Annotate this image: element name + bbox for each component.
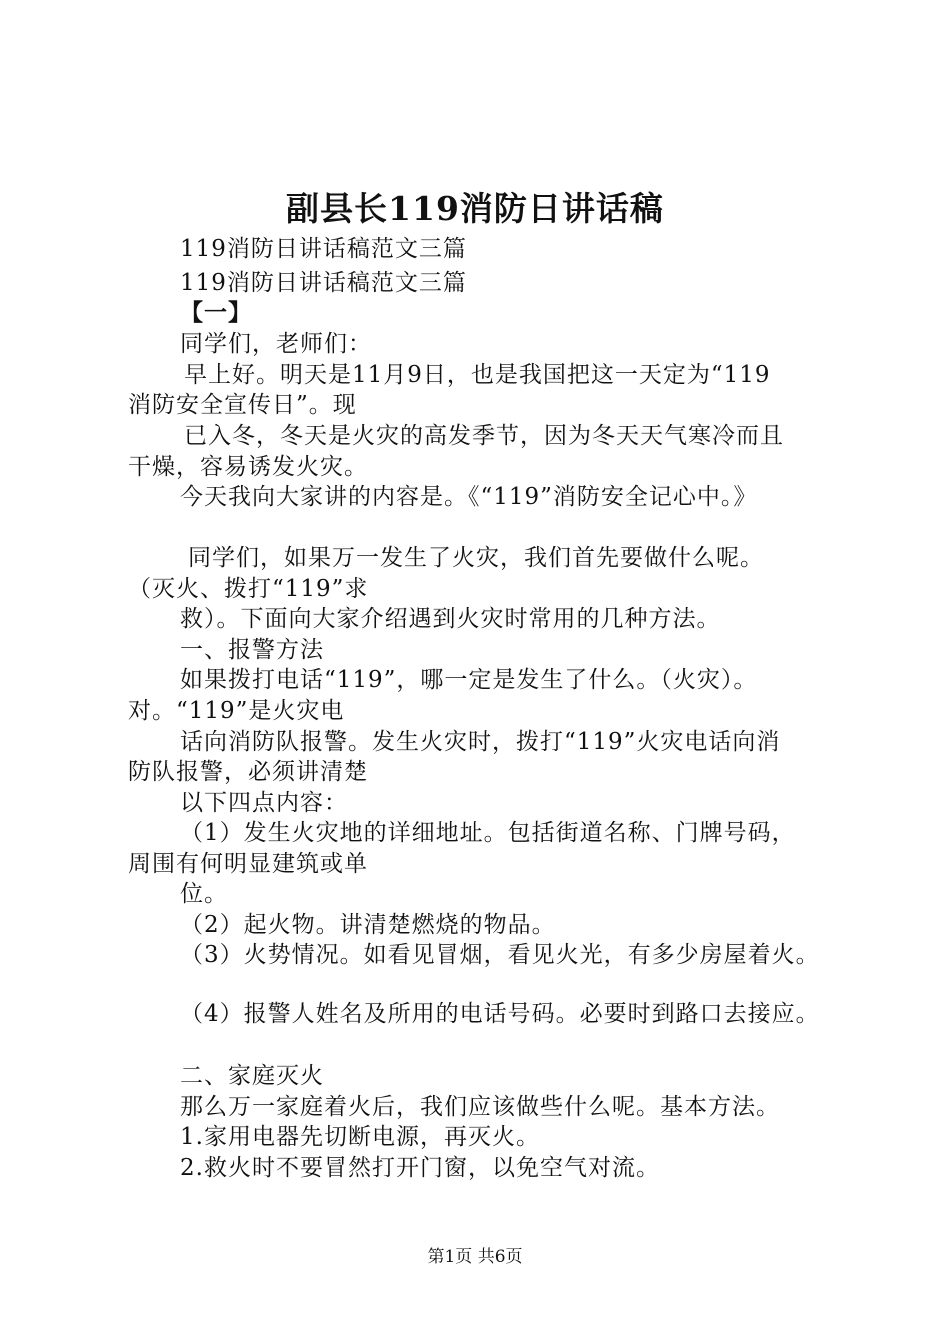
text-line: 119消防日讲话稿范文三篇 — [180, 236, 467, 262]
text-line: 周围有何明显建筑或单 — [128, 851, 368, 877]
text-line: 话向消防队报警。发生火灾时，拨打“119”火灾电话向消 — [180, 729, 781, 755]
page-footer: 第1页 共6页 — [427, 1247, 523, 1267]
text-line: 消防安全宣传日”。现 — [128, 392, 357, 418]
text-line: 如果拨打电话“119”，哪一定是发生了什么。（火灾）。 — [180, 667, 758, 693]
text-line: 对。“119”是火灾电 — [128, 698, 345, 724]
text-line: 已入冬，冬天是火灾的高发季节，因为冬天天气寒冷而且 — [184, 423, 784, 449]
text-line: （1）发生火灾地的详细地址。包括街道名称、门牌号码， — [180, 820, 796, 846]
text-line: 2.救火时不要冒然打开门窗，以免空气对流。 — [180, 1155, 660, 1181]
section-heading: 【一】 — [180, 299, 252, 326]
text-line: 今天我向大家讲的内容是。《“119”消防安全记心中。》 — [180, 484, 758, 510]
text-line: 位。 — [180, 881, 228, 907]
text-line: 早上好。明天是11月9日，也是我国把这一天定为“119 — [184, 362, 771, 388]
text-line: 防队报警，必须讲清楚 — [128, 759, 368, 785]
text-line: 救）。下面向大家介绍遇到火灾时常用的几种方法。 — [180, 606, 721, 632]
text-line: （4）报警人姓名及所用的电话号码。必要时到路口去接应。 — [180, 1001, 820, 1027]
text-line: 同学们，老师们： — [180, 331, 372, 357]
text-line: （2）起火物。讲清楚燃烧的物品。 — [180, 912, 556, 938]
text-line: 干燥，容易诱发火灾。 — [128, 454, 368, 480]
text-line: 同学们，如果万一发生了火灾，我们首先要做什么呢。 — [188, 545, 764, 571]
text-line: 1.家用电器先切断电源，再灭火。 — [180, 1124, 540, 1150]
text-line: 那么万一家庭着火后，我们应该做些什么呢。基本方法。 — [180, 1094, 780, 1120]
text-line: 119消防日讲话稿范文三篇 — [180, 270, 467, 296]
document-title: 副县长119消防日讲话稿 — [286, 189, 664, 228]
text-line: 以下四点内容： — [180, 790, 348, 816]
section-heading: 二、家庭灭火 — [180, 1063, 324, 1089]
section-heading: 一、报警方法 — [180, 637, 324, 663]
text-line: （3）火势情况。如看见冒烟，看见火光，有多少房屋着火。 — [180, 942, 820, 968]
text-line: （灭火、拨打“119”求 — [128, 576, 369, 602]
